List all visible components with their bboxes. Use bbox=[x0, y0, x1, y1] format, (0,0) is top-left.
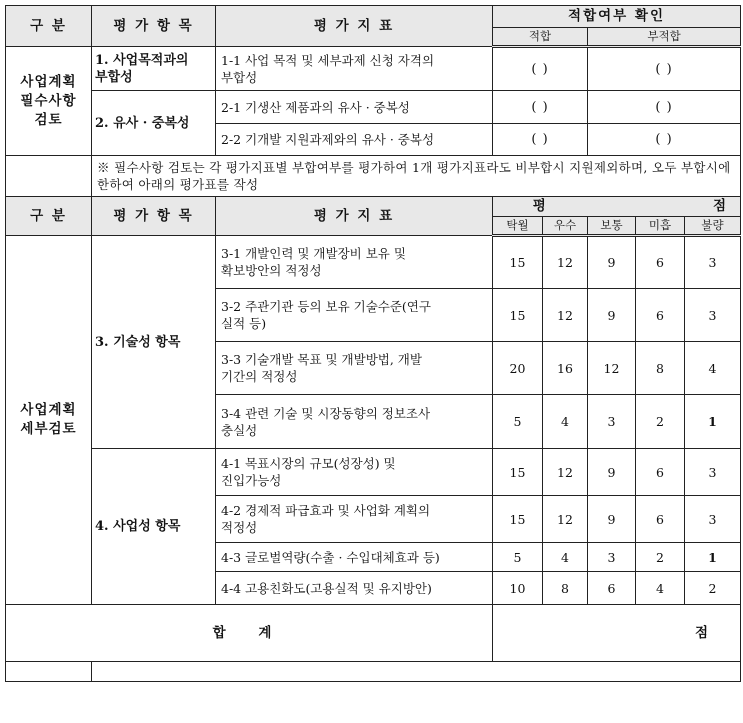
indicator-4-2: 4-2 경제적 파급효과 및 사업화 계획의 적정성 bbox=[216, 496, 493, 543]
score-3-2-good: 12 bbox=[543, 289, 588, 342]
header2-item: 평 가 항 목 bbox=[92, 197, 216, 236]
score-4-2-average: 9 bbox=[588, 496, 636, 543]
indicator-3-4: 3-4 관련 기술 및 시장동향의 정보조사 충실성 bbox=[216, 395, 493, 449]
score-4-1-good: 12 bbox=[543, 449, 588, 496]
score-3-3-average: 12 bbox=[588, 342, 636, 395]
fail-check-2-2: ( ) bbox=[588, 124, 741, 156]
note-blank-cell bbox=[6, 156, 92, 197]
score-4-4-insufficient: 4 bbox=[636, 572, 685, 605]
item-technical: 3. 기술성 항목 bbox=[92, 236, 216, 449]
section-required-review: 사업계획 필수사항 검토 bbox=[6, 47, 92, 156]
grade-good: 우수 bbox=[543, 217, 588, 236]
score-3-1-poor: 3 bbox=[685, 236, 741, 289]
header2-category: 구 분 bbox=[6, 197, 92, 236]
score-3-4-average: 3 bbox=[588, 395, 636, 449]
score-4-2-insufficient: 6 bbox=[636, 496, 685, 543]
header-pass: 적합 bbox=[493, 28, 588, 47]
grade-insufficient: 미흡 bbox=[636, 217, 685, 236]
score-4-2-good: 12 bbox=[543, 496, 588, 543]
score-4-4-average: 6 bbox=[588, 572, 636, 605]
score-3-1-insufficient: 6 bbox=[636, 236, 685, 289]
score-3-1-excellent: 15 bbox=[493, 236, 543, 289]
grade-average: 보통 bbox=[588, 217, 636, 236]
score-4-2-excellent: 15 bbox=[493, 496, 543, 543]
score-4-3-insufficient: 2 bbox=[636, 543, 685, 572]
score-3-3-poor: 4 bbox=[685, 342, 741, 395]
grade-excellent: 탁월 bbox=[493, 217, 543, 236]
indicator-3-2: 3-2 주관기관 등의 보유 기술수준(연구 실적 등) bbox=[216, 289, 493, 342]
item-business: 4. 사업성 항목 bbox=[92, 449, 216, 605]
score-4-1-insufficient: 6 bbox=[636, 449, 685, 496]
score-4-3-poor: 1 bbox=[685, 543, 741, 572]
item-purpose-fit: 1. 사업목적과의 부합성 bbox=[92, 47, 216, 91]
score-3-3-excellent: 20 bbox=[493, 342, 543, 395]
required-review-note: ※ 필수사항 검토는 각 평가지표별 부합여부를 평가하여 1개 평가지표라도 비부합시 지원제외하며, 오두 부합시에 한하여 아래의 평가표를 작성 bbox=[92, 156, 741, 197]
fail-check-2-1: ( ) bbox=[588, 91, 741, 124]
indicator-1-1: 1-1 사업 목적 및 세부과제 신청 자격의 부합성 bbox=[216, 47, 493, 91]
score-3-4-poor: 1 bbox=[685, 395, 741, 449]
score-3-2-average: 9 bbox=[588, 289, 636, 342]
total-label: 합 계 bbox=[6, 605, 493, 662]
indicator-2-2: 2-2 기개발 지원과제와의 유사 · 중복성 bbox=[216, 124, 493, 156]
header2-indicator: 평 가 지 표 bbox=[216, 197, 493, 236]
header2-score-right: 점 bbox=[588, 197, 741, 217]
score-4-1-poor: 3 bbox=[685, 449, 741, 496]
header2-score-left: 평 bbox=[493, 197, 588, 217]
score-3-4-excellent: 5 bbox=[493, 395, 543, 449]
trailing-cell-left bbox=[6, 662, 92, 682]
indicator-4-3: 4-3 글로벌역량(수출 · 수입대체효과 등) bbox=[216, 543, 493, 572]
score-3-1-average: 9 bbox=[588, 236, 636, 289]
score-3-1-good: 12 bbox=[543, 236, 588, 289]
section-detail-review: 사업계획 세부검토 bbox=[6, 236, 92, 605]
score-3-4-good: 4 bbox=[543, 395, 588, 449]
score-3-3-insufficient: 8 bbox=[636, 342, 685, 395]
grade-poor: 불량 bbox=[685, 217, 741, 236]
indicator-4-1: 4-1 목표시장의 규모(성장성) 및 진입가능성 bbox=[216, 449, 493, 496]
score-3-2-poor: 3 bbox=[685, 289, 741, 342]
score-4-4-excellent: 10 bbox=[493, 572, 543, 605]
score-4-3-average: 3 bbox=[588, 543, 636, 572]
indicator-2-1: 2-1 기생산 제품과의 유사 · 중복성 bbox=[216, 91, 493, 124]
header-item: 평 가 항 목 bbox=[92, 6, 216, 47]
indicator-3-3: 3-3 기술개발 목표 및 개발방법, 개발 기간의 적정성 bbox=[216, 342, 493, 395]
score-3-3-good: 16 bbox=[543, 342, 588, 395]
score-4-2-poor: 3 bbox=[685, 496, 741, 543]
score-3-2-excellent: 15 bbox=[493, 289, 543, 342]
score-4-3-good: 4 bbox=[543, 543, 588, 572]
score-3-2-insufficient: 6 bbox=[636, 289, 685, 342]
indicator-4-4: 4-4 고용친화도(고용실적 및 유지방안) bbox=[216, 572, 493, 605]
score-4-4-good: 8 bbox=[543, 572, 588, 605]
score-4-1-excellent: 15 bbox=[493, 449, 543, 496]
item-similarity: 2. 유사 · 중복성 bbox=[92, 91, 216, 156]
pass-check-2-1: ( ) bbox=[493, 91, 588, 124]
pass-check-1-1: ( ) bbox=[493, 47, 588, 91]
header-fail: 부적합 bbox=[588, 28, 741, 47]
total-score-field[interactable]: 점 bbox=[493, 605, 741, 662]
pass-check-2-2: ( ) bbox=[493, 124, 588, 156]
score-4-4-poor: 2 bbox=[685, 572, 741, 605]
header-suitability-check: 적합여부 확인 bbox=[493, 6, 741, 28]
score-4-1-average: 9 bbox=[588, 449, 636, 496]
evaluation-form bbox=[5, 5, 740, 682]
header-category: 구 분 bbox=[6, 6, 92, 47]
header-indicator: 평 가 지 표 bbox=[216, 6, 493, 47]
score-3-4-insufficient: 2 bbox=[636, 395, 685, 449]
score-4-3-excellent: 5 bbox=[493, 543, 543, 572]
indicator-3-1: 3-1 개발인력 및 개발장비 보유 및 확보방안의 적정성 bbox=[216, 236, 493, 289]
trailing-cell-right bbox=[92, 662, 741, 682]
evaluation-table bbox=[5, 5, 741, 682]
fail-check-1-1: ( ) bbox=[588, 47, 741, 91]
